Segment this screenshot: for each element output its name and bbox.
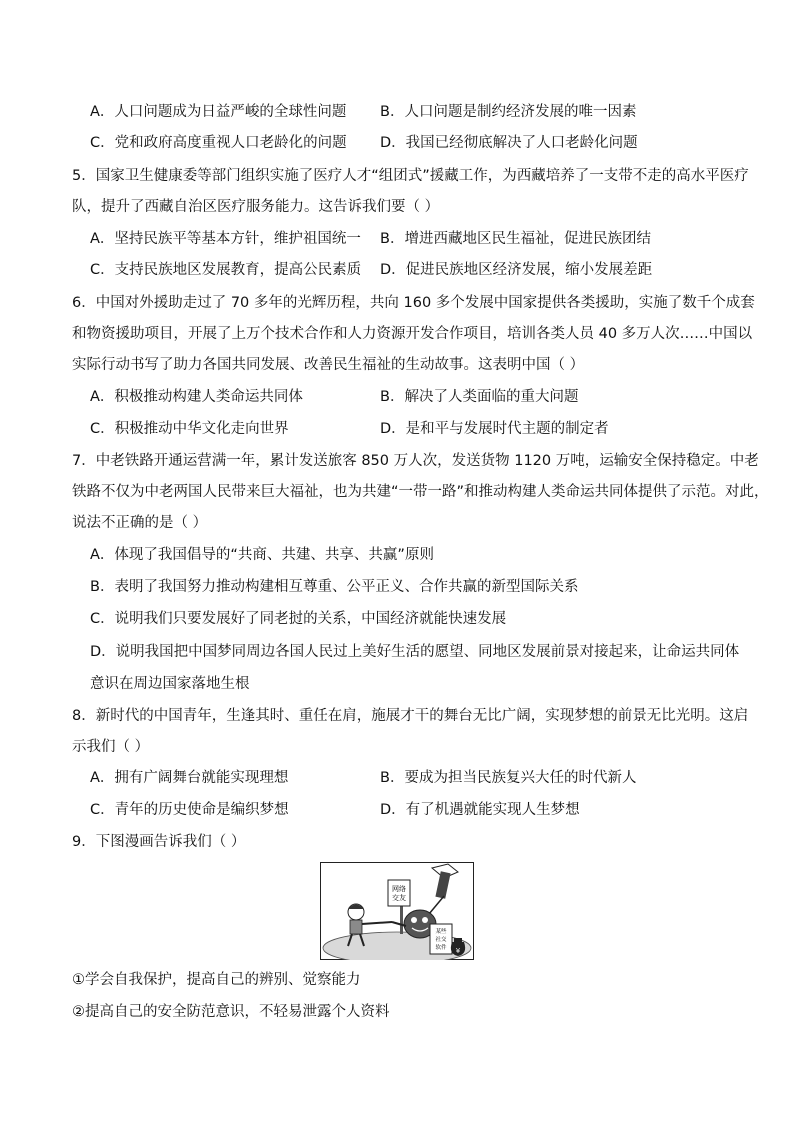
q6-option-b: B．解决了人类面临的重大问题 <box>380 389 579 405</box>
sign-text-1: 网络 <box>392 885 406 893</box>
q7-stem-line-1: 7．中老铁路开通运营满一年，累计发送旅客 850 万人次，发送货物 1120 万吨，运输安全保持稳定。中老 <box>72 453 759 469</box>
q7-stem-line-2: 铁路不仅为中老两国人民带来巨大福祉，也为共建“一带一路”和推动构建人类命运共同体提供了示范。对此， <box>72 484 769 500</box>
q7-option-b: B．表明了我国努力推动构建相互尊重、公平正义、合作共赢的新型国际关系 <box>90 579 579 595</box>
q8-option-b: B．要成为担当民族复兴大任的时代新人 <box>380 770 637 786</box>
sign-text-2: 交友 <box>392 894 406 902</box>
q6-option-c: C．积极推动中华文化走向世界 <box>90 421 289 437</box>
q7-option-d-line-2: 意识在周边国家落地生根 <box>90 676 250 692</box>
q8-option-d: D．有了机遇就能实现人生梦想 <box>380 802 580 818</box>
q6-option-d: D．是和平与发展时代主题的制定者 <box>380 421 609 437</box>
q8-option-c: C．青年的历史使命是编织梦想 <box>90 802 289 818</box>
box-text-2: 社交 <box>435 937 447 943</box>
q5-option-b: B．增进西藏地区民生福祉，促进民族团结 <box>380 231 651 247</box>
q9-statement-2: ②提高自己的安全防范意识，不轻易泄露个人资料 <box>72 1004 390 1020</box>
q7-stem-line-3: 说法不正确的是（ ） <box>72 515 208 531</box>
q5-stem-line-1: 5．国家卫生健康委等部门组织实施了医疗人才“组团式”援藏工作，为西藏培养了一支带不走的高水平医疗 <box>72 168 749 184</box>
box-text-1: 某些 <box>435 929 447 935</box>
social-app-box <box>430 924 452 954</box>
cartoon-image <box>320 862 474 960</box>
q6-stem-line-1: 6．中国对外援助走过了 70 多年的光辉历程，共向 160 多个发展中国家提供各类援助，实施了数千个成套 <box>72 295 755 311</box>
q7-option-a: A．体现了我国倡导的“共商、共建、共享、共赢”原则 <box>90 547 434 563</box>
q5-option-c: C．支持民族地区发展教育，提高公民素质 <box>90 262 362 278</box>
q8-option-a: A．拥有广阔舞台就能实现理想 <box>90 770 289 786</box>
q5-option-d: D．促进民族地区经济发展，缩小发展差距 <box>380 262 653 278</box>
q9-statement-1: ①学会自我保护，提高自己的辨别、觉察能力 <box>72 972 361 988</box>
q6-stem-line-3: 实际行动书写了助力各国共同发展、改善民生福祉的生动故事。这表明中国（ ） <box>72 357 585 373</box>
q6-stem-line-2: 和物资援助项目，开展了上万个技术合作和人力资源开发合作项目，培训各类人员 40 多万人次……中国以 <box>72 326 753 342</box>
q8-stem-line-2: 示我们（ ） <box>72 739 150 755</box>
q8-stem-line-1: 8．新时代的中国青年，生逢其时、重任在肩，施展才干的舞台无比广阔，实现梦想的前景无比光明。这启 <box>72 708 749 724</box>
q7-option-d-line-1: D．说明我国把中国梦同周边各国人民过上美好生活的愿望、同地区发展前景对接起来，让命运共同体 <box>90 644 740 660</box>
q6-option-a: A．积极推动构建人类命运共同体 <box>90 389 303 405</box>
q4-option-d: D．我国已经彻底解决了人口老龄化问题 <box>380 135 638 151</box>
q9-stem: 9．下图漫画告诉我们（ ） <box>72 834 246 850</box>
q4-option-a: A．人口问题成为日益严峻的全球性问题 <box>90 104 347 120</box>
box-text-3: 软件 <box>435 945 447 951</box>
q5-stem-line-2: 队，提升了西藏自治区医疗服务能力。这告诉我们要（ ） <box>72 199 440 215</box>
q4-option-c: C．党和政府高度重视人口老龄化的问题 <box>90 135 347 151</box>
bag-symbol: ¥ <box>455 947 461 955</box>
q7-option-c: C．说明我们只要发展好了同老挝的关系，中国经济就能快速发展 <box>90 611 507 627</box>
q5-option-a: A．坚持民族平等基本方针，维护祖国统一 <box>90 231 361 247</box>
q4-option-b: B．人口问题是制约经济发展的唯一因素 <box>380 104 637 120</box>
